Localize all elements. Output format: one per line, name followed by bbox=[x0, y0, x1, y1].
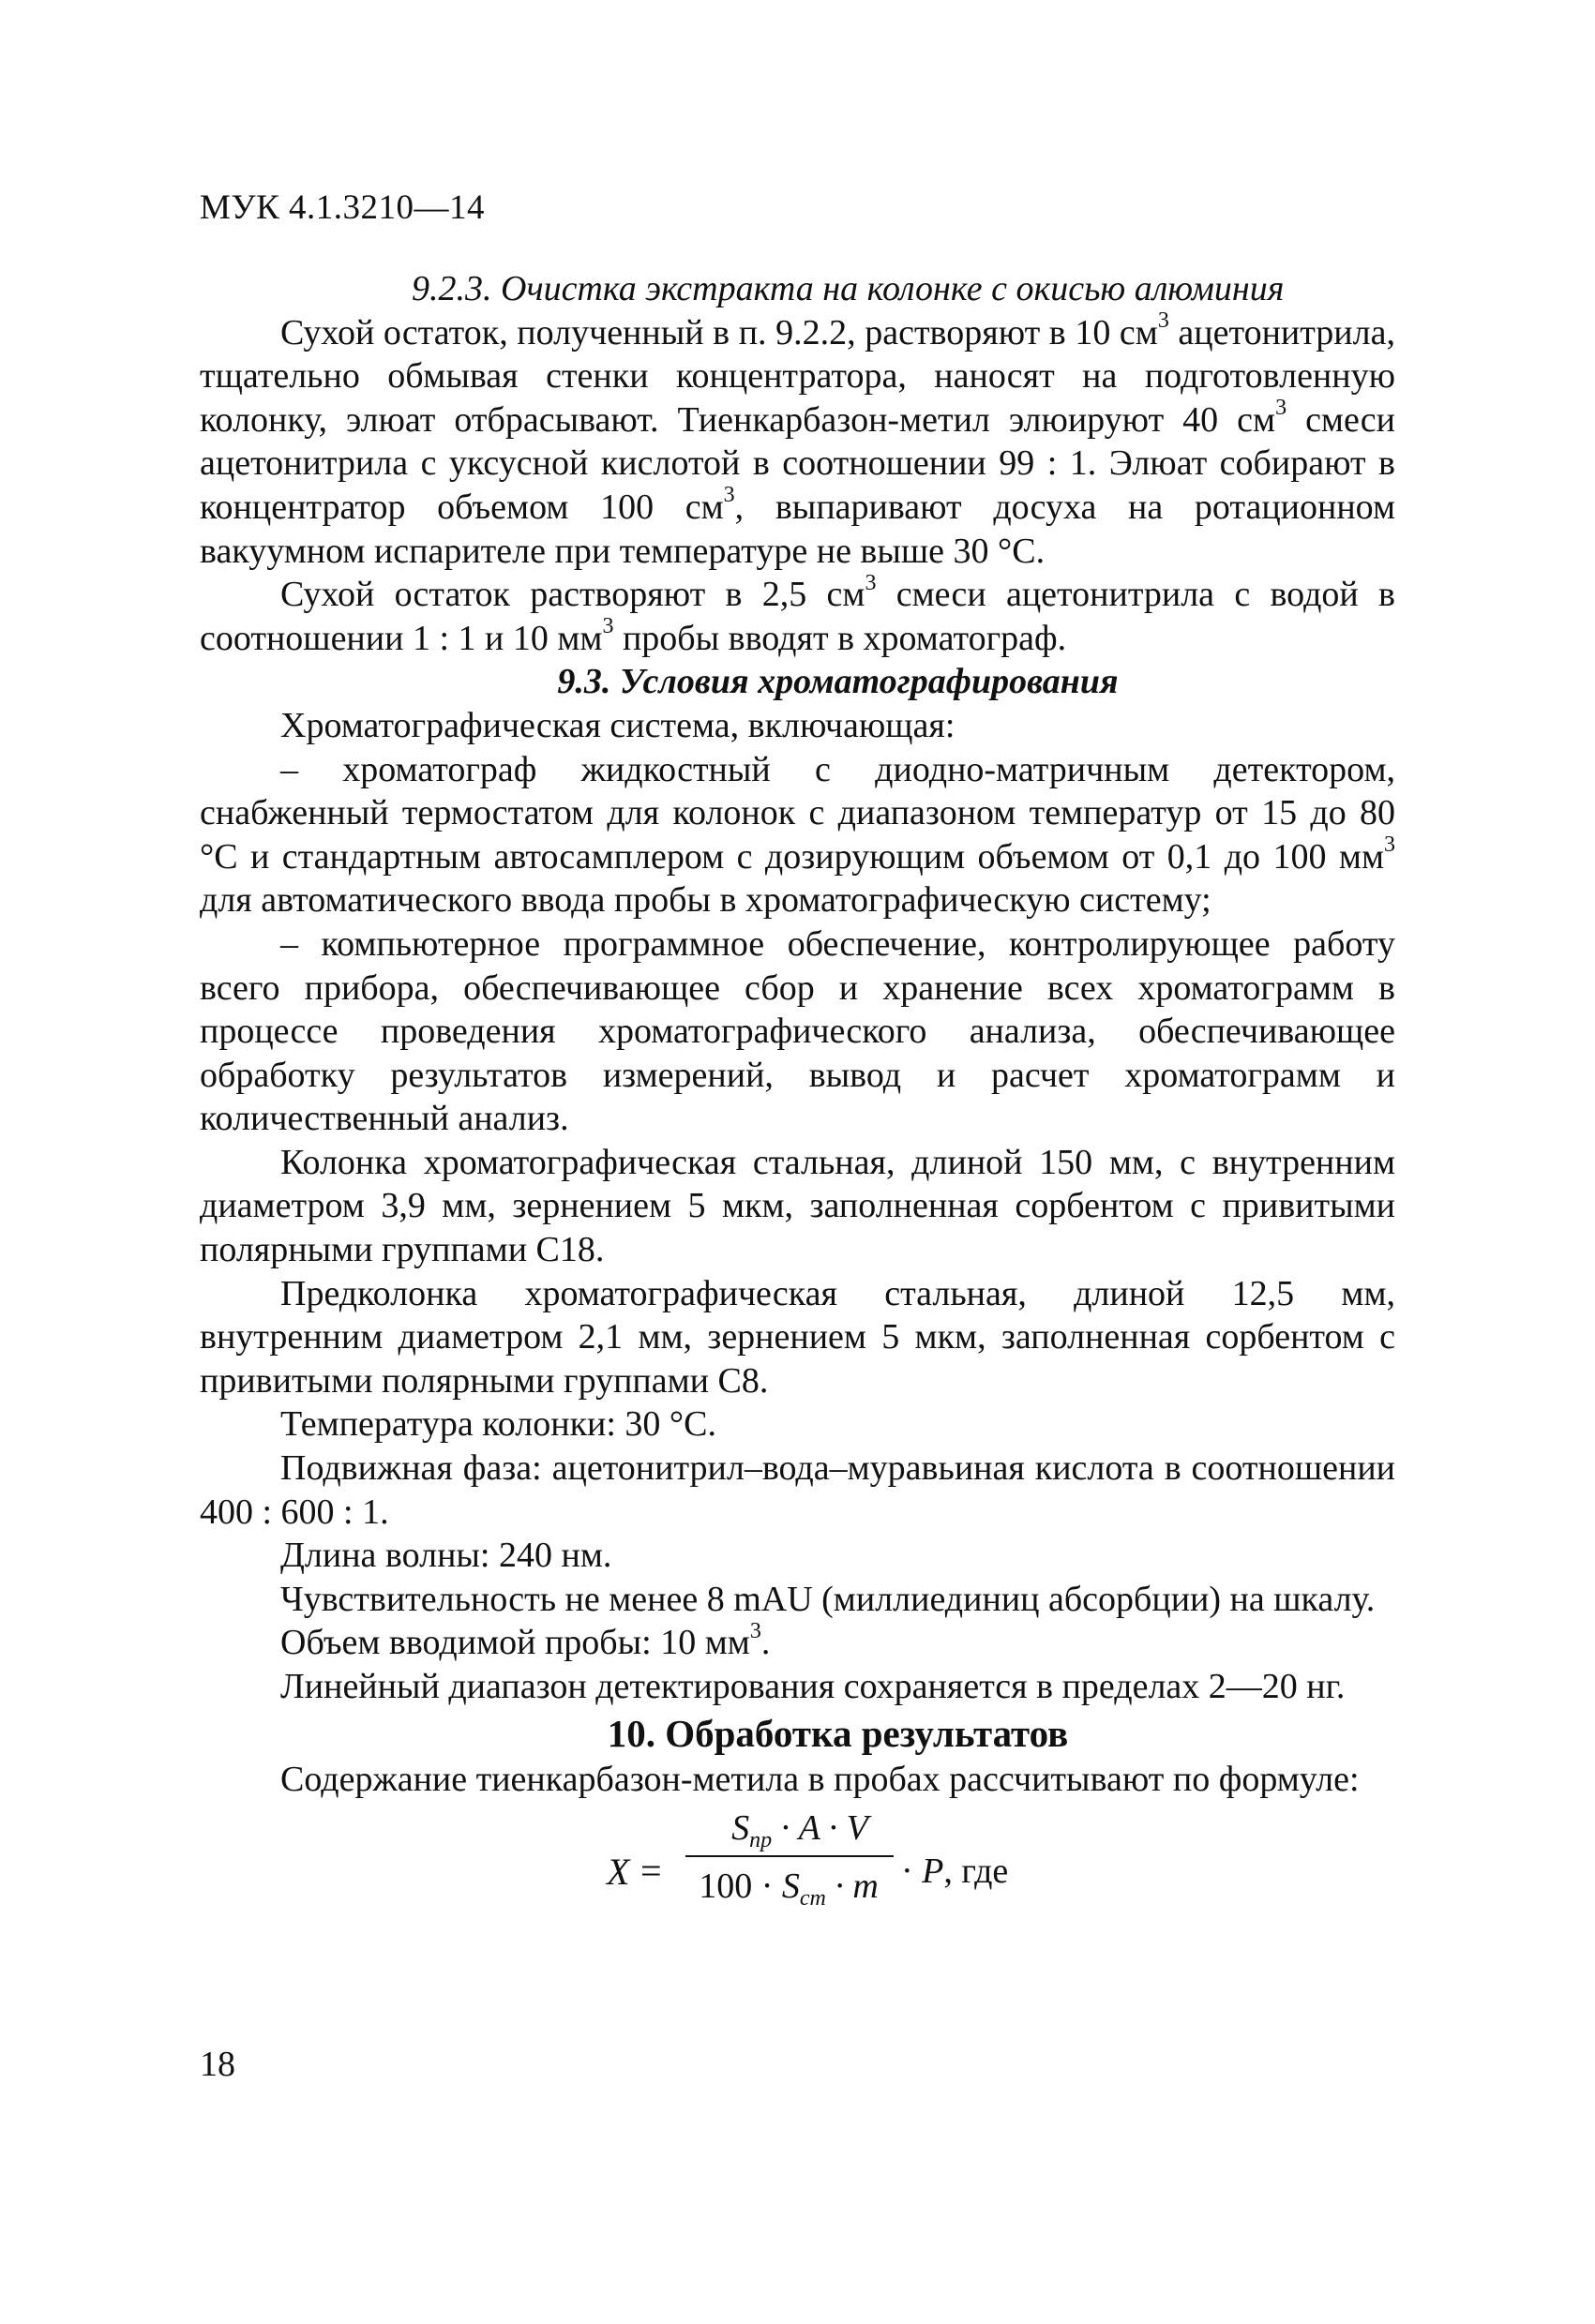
formula-tail: · P, где bbox=[901, 1852, 1009, 1892]
paragraph: Сухой остаток, полученный в п. 9.2.2, растворяют в 10 $см^3$ ацетонитрила, тщательно обмывая стенки концентратора, наносят на подготовленную колонку, элюат отбрасывают. Тиенкарбазон-метил элюируют 40 $см^3$ смеси ацетонитрила с уксусной кислотой в соотношении 99 : 1. Элюат собирают в концентратор объемом 100 $см^3$, выпаривают досуха на ротационном вакуумном испарителе при температуре не выше 30 °С. bbox=[200, 307, 1395, 571]
paragraph: Объем вводимой пробы: 10 $мм^3$. bbox=[280, 1618, 771, 1663]
page-number: 18 bbox=[200, 2045, 235, 2084]
fraction-bar bbox=[685, 1855, 894, 1857]
formula-denominator: $100 \cdot S_{ст} \cdot m$ bbox=[699, 1867, 879, 1912]
paragraph: Хроматографическая система, включающая: bbox=[280, 705, 955, 745]
document-code: МУК 4.1.3210—14 bbox=[200, 188, 486, 227]
paragraph: Подвижная фаза: ацетонитрил–вода–муравьиная кислота в соотношении 400 : 600 : 1. bbox=[200, 1448, 1395, 1532]
subsection-heading-9-2-3: 9.2.3. Очистка экстракта на колонке с окисью алюминия bbox=[412, 269, 1285, 308]
paragraph: Линейный диапазон детектирования сохраняется в пределах 2—20 нг. bbox=[280, 1667, 1346, 1706]
page-content bbox=[200, 267, 1395, 1938]
section-heading-10: 10. Обработка результатов bbox=[607, 1711, 1069, 1755]
paragraph: Содержание тиенкарбазон-метила в пробах рассчитывают по формуле: bbox=[280, 1759, 1360, 1799]
section-heading-9-3: 9.3. Условия хроматографирования bbox=[557, 662, 1119, 702]
formula-numerator: $S_{пр} \cdot A \cdot V$ bbox=[731, 1808, 868, 1853]
formula-lhs: X bbox=[607, 1851, 630, 1894]
paragraph: Колонка хроматографическая стальная, длиной 150 мм, с внутренним диаметром 3,9 мм, зернением 5 мкм, заполненная сорбентом с привитыми полярными группами С18. bbox=[200, 1142, 1395, 1270]
paragraph: Предколонка хроматографическая стальная, длиной 12,5 мм, внутренним диаметром 2,1 мм, зернением 5 мкм, заполненная сорбентом с привитыми полярными группами С8. bbox=[200, 1273, 1395, 1401]
paragraph: Длина волны: 240 нм. bbox=[280, 1536, 612, 1576]
paragraph: Температура колонки: 30 °С. bbox=[280, 1404, 716, 1445]
list-item: – компьютерное программное обеспечение, контролирующее работу всего прибора, обеспечивающее сбор и хранение всех хроматограмм в процессе проведения хроматографического анализа, обеспечивающее обработку результатов измерений, вывод и расчет хроматограмм и количественный анализ. bbox=[200, 923, 1395, 1139]
formula-equals: = bbox=[640, 1850, 662, 1893]
paragraph: Сухой остаток растворяют в 2,5 $см^3$ смеси ацетонитрила с водой в соотношении 1 : 1 и 10 $мм^3$ пробы вводят в хроматограф. bbox=[200, 570, 1395, 658]
list-item: – хроматограф жидкостный с диодно-матричным детектором, снабженный термостатом для колонок с диапазоном температур от 15 до 80 °С и стандартным автосамплером с дозирующим объемом от 0,1 до 100 $мм^3$ для автоматического ввода пробы в хроматографическую систему; bbox=[200, 749, 1395, 921]
formula bbox=[200, 1807, 1395, 1938]
paragraph: Чувствительность не менее 8 mAU (миллиединиц абсорбции) на шкалу. bbox=[280, 1579, 1376, 1619]
